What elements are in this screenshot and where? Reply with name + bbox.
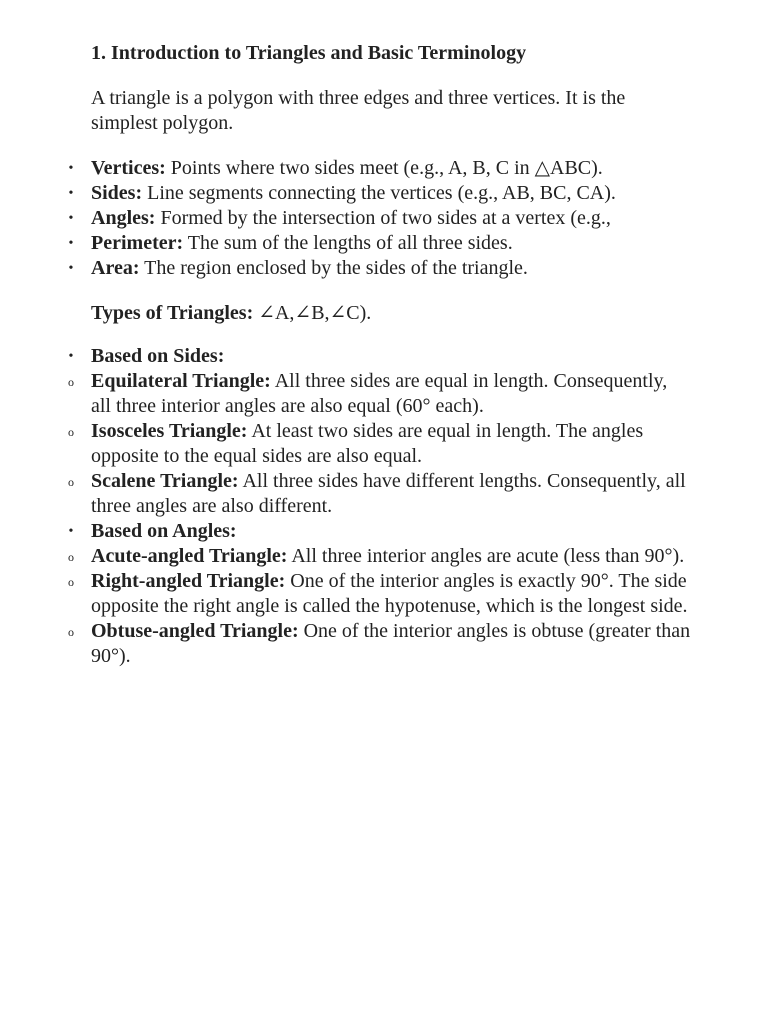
type-label: Isosceles Triangle: — [91, 420, 248, 442]
list-item-acute — [68, 544, 691, 569]
list-item-equilateral — [68, 369, 691, 419]
circle-marker: o — [68, 375, 74, 389]
term-label: Perimeter: — [91, 232, 184, 254]
bullet-marker: • — [68, 261, 74, 276]
list-item-perimeter — [68, 231, 691, 256]
type-label: Obtuse-angled Triangle: — [91, 620, 299, 642]
type-label: Based on Sides: — [91, 345, 225, 367]
bullet-marker: • — [68, 186, 74, 201]
circle-marker: o — [68, 575, 74, 589]
list-item-angles — [68, 206, 691, 231]
circle-marker: o — [68, 475, 74, 489]
section-title: 1. Introduction to Triangles and Basic Terminology — [91, 42, 527, 64]
list-item-vertices — [68, 156, 691, 181]
list-item-area — [68, 256, 691, 281]
terminology-list — [68, 156, 691, 281]
type-text: One of the interior angles is exactly 90°. The side opposite the right angle is called the hypotenuse, which is the longest side. — [91, 570, 688, 617]
type-text: One of the interior angles is obtuse (greater than 90°). — [91, 620, 691, 667]
type-label: Scalene Triangle: — [91, 470, 239, 492]
types-heading-text: ∠A,∠B,∠C). — [253, 302, 372, 324]
list-item-isosceles — [68, 419, 691, 469]
list-item-sides — [68, 181, 691, 206]
intro-paragraph: A triangle is a polygon with three edges and three vertices. It is the simplest polygon. — [91, 87, 626, 134]
bullet-marker: • — [68, 524, 74, 539]
bullet-marker: • — [68, 211, 74, 226]
types-heading — [91, 301, 691, 326]
bullet-marker: • — [68, 349, 74, 364]
term-text: Line segments connecting the vertices (e.g., AB, BC, CA). — [142, 182, 616, 204]
bullet-marker: • — [68, 161, 74, 176]
list-item-based-on-sides — [68, 344, 691, 369]
term-label: Area: — [91, 257, 140, 279]
list-item-right — [68, 569, 691, 619]
circle-marker: o — [68, 625, 74, 639]
type-text: All three sides are equal in length. Consequently, all three interior angles are also equal (60° each). — [91, 370, 668, 417]
type-label: Acute-angled Triangle: — [91, 545, 288, 567]
term-label: Angles: — [91, 207, 156, 229]
type-label: Equilateral Triangle: — [91, 370, 271, 392]
list-item-obtuse — [68, 619, 691, 669]
term-text: The region enclosed by the sides of the triangle. — [139, 257, 528, 279]
term-label: Sides: — [91, 182, 143, 204]
circle-marker: o — [68, 550, 74, 564]
type-label: Based on Angles: — [91, 520, 237, 542]
types-heading-label: Types of Triangles: — [91, 302, 254, 324]
bullet-marker: • — [68, 236, 74, 251]
term-text: Points where two sides meet (e.g., A, B, C in △ABC). — [165, 157, 603, 179]
type-text: All three sides have different lengths. Consequently, all three angles are also different. — [91, 470, 686, 517]
type-label: Right-angled Triangle: — [91, 570, 286, 592]
type-text: All three interior angles are acute (less than 90°). — [287, 545, 685, 567]
term-text: The sum of the lengths of all three sides. — [183, 232, 513, 254]
document-content — [68, 41, 691, 669]
circle-marker: o — [68, 425, 74, 439]
list-item-based-on-angles — [68, 519, 691, 544]
term-label: Vertices: — [91, 157, 166, 179]
types-list — [68, 344, 691, 669]
term-text: Formed by the intersection of two sides at a vertex (e.g., — [155, 207, 611, 229]
list-item-scalene — [68, 469, 691, 519]
type-text: At least two sides are equal in length. The angles opposite to the equal sides are also equal. — [91, 420, 644, 467]
